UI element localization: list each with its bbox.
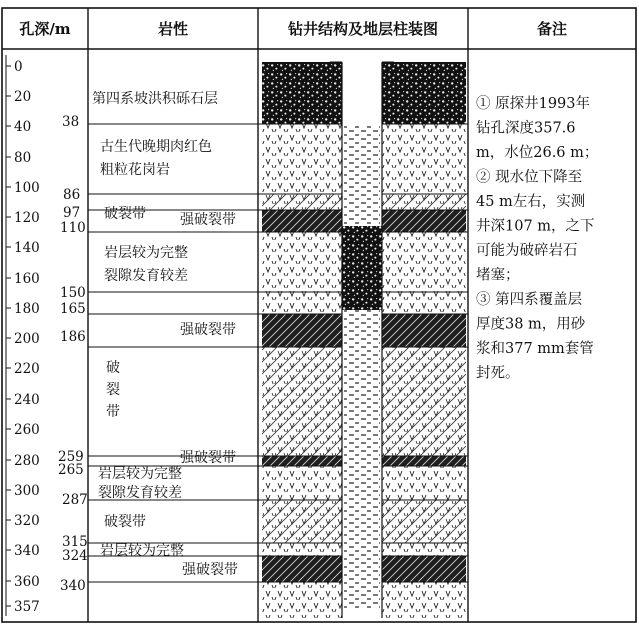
depth-ticks [6,59,40,615]
depth-tick-label: 280 [14,453,40,469]
note-line: 井深107 m，之下 [476,218,595,235]
stratum-band-left [262,210,342,232]
note-line: ③ 第四系覆盖层 [476,292,583,308]
boundary-depth-label: 38 [62,114,80,130]
layer-label-fracture-vertical: 破裂带 [106,360,120,420]
stratum-band-left [262,582,342,618]
depth-tick-label: 20 [14,89,32,105]
layer-label-intact-1b: 裂隙发育较差 [104,268,188,284]
layer-label-gravel: 第四系坡洪积砾石层 [92,91,218,107]
note-line: 45 m左右，实测 [476,194,586,210]
stratum-band-right [382,500,466,543]
depth-tick-label: 300 [14,483,40,499]
note-line: 封死。 [476,365,520,382]
boundary-depth-label: 265 [58,462,84,478]
depth-tick-label: 120 [14,210,40,226]
stratum-band-left [262,314,342,347]
note-line: 厚度38 m，用砂 [476,316,586,333]
note-line: 堵塞； [476,267,520,284]
stratum-band-right [382,292,466,314]
stratum-band-left [262,456,342,466]
layer-label-strong-2: 强破裂带 [180,322,236,338]
stratum-band-right [382,347,466,456]
boundary-depth-label: 97 [63,205,81,221]
stratum-band-left [262,466,342,500]
depth-tick-label: 40 [14,119,32,135]
depth-tick-label: 100 [14,180,40,196]
header-depth: 孔深/m [19,20,71,38]
stratum-band-right [382,124,466,194]
stratum-band-right [382,314,466,347]
depth-tick-label: 240 [14,392,40,408]
stratum-band-right [382,232,466,292]
boundary-depth-label: 110 [60,220,86,236]
stratum-band-right [382,456,466,466]
layer-label-intact-3: 岩层较为完整 [100,543,184,559]
note-line: 钻孔深度357.6 [476,120,576,137]
layer-label-intact-1a: 岩层较为完整 [104,245,188,261]
stratum-band-left [262,194,342,210]
layer-label-granite-2: 粗粒花岗岩 [100,162,170,178]
depth-tick-label: 80 [14,150,32,166]
depth-tick-label: 357 [14,599,40,615]
boundary-depth-label: 324 [62,548,88,564]
depth-tick-label: 160 [14,271,40,287]
depth-tick-label: 320 [14,513,40,529]
layer-boundary-depths [58,114,88,594]
layer-label-fracture-1: 破裂带 [104,206,146,222]
boundary-depth-label: 186 [60,329,86,345]
boundary-depth-label: 259 [58,449,84,465]
boundary-depth-label: 287 [62,492,88,508]
depth-tick-label: 340 [14,543,40,559]
depth-tick-label: 0 [14,59,23,75]
stratum-band-right [382,466,466,500]
layer-label-granite-1: 古生代晚期肉红色 [100,139,212,155]
depth-tick-label: 180 [14,301,40,317]
layer-label-strong-1: 强破裂带 [180,212,236,228]
boundary-depth-label: 86 [63,187,81,203]
layer-label-fracture-3: 破裂带 [104,514,146,530]
stratum-band-right [382,194,466,210]
stratum-band-right [382,582,466,618]
note-line: m，水位26.6 m； [476,145,599,161]
boundary-depth-label: 340 [60,578,86,594]
stratum-band-right [382,62,466,124]
stratum-band-left [262,124,342,194]
note-line: 浆和377 mm套管 [476,341,594,357]
stratum-band-left [262,62,342,124]
layer-label-strong-4: 强破裂带 [182,562,238,578]
stratum-band-right [382,556,466,582]
stratum-band-left [262,543,342,556]
stratum-band-right [382,543,466,556]
layer-label-strong-3: 强破裂带 [180,450,236,466]
depth-tick-label: 140 [14,240,40,256]
borehole-blockage [342,226,382,310]
layer-label-intact-2b: 裂隙发育较差 [98,485,182,501]
header-lithology: 岩性 [157,20,189,38]
stratum-band-left [262,500,342,543]
layer-label-intact-2a: 岩层较为完整 [98,466,182,482]
depth-tick-label: 360 [14,574,40,590]
boundary-depth-label: 165 [60,301,86,317]
borehole-fill [344,126,380,610]
header-structure: 钻井结构及地层柱装图 [287,20,439,38]
stratum-band-left [262,347,342,456]
note-line: ① 原探井1993年 [476,96,591,112]
stratum-band-left [262,292,342,314]
depth-tick-label: 260 [14,422,40,438]
header-notes: 备注 [536,20,568,38]
stratum-band-left [262,232,342,292]
stratum-band-left [262,556,342,582]
notes-panel [476,94,598,382]
note-line: ② 现水位下降至 [476,169,583,186]
boundary-depth-label: 315 [62,534,88,550]
depth-tick-label: 200 [14,331,40,347]
boundary-depth-label: 150 [60,285,86,301]
depth-tick-label: 220 [14,361,40,377]
stratum-band-right [382,210,466,232]
note-line: 可能为破碎岩石 [476,243,578,259]
